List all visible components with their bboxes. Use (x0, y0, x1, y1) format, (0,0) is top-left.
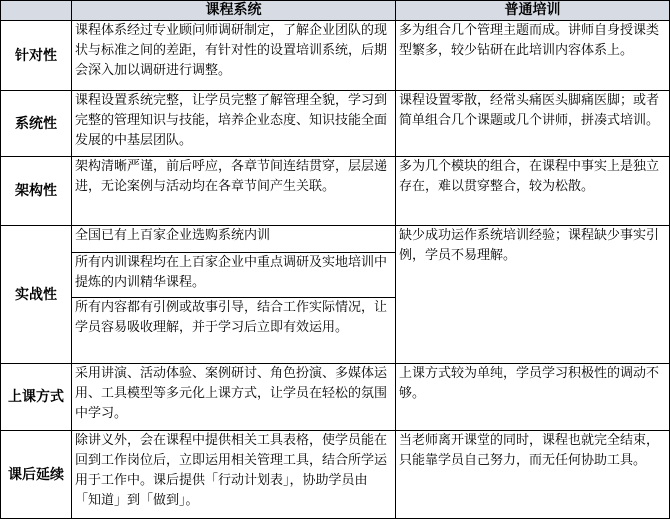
ordinary-training-cell: 缺少成功运作系统培训经验；课程缺少事实引例，学员不易理解。 (396, 226, 670, 364)
ordinary-training-cell: 上课方式较为单纯，学员学习积极性的调动不够。 (396, 364, 670, 431)
course-system-cell: 除讲义外，会在课程中提供相关工具表格，使学员能在回到工作岗位后，立即运用相关管理工具，结合所学运用于工作中。课后提供「行动计划表」，协助学员由「知道」到「做到」。 (72, 431, 396, 519)
row-label: 针对性 (1, 21, 72, 91)
header-ordinary-training: 普通培训 (396, 1, 670, 21)
course-system-cell: 所有内容都有引例或故事引导，结合工作实际情况，让学员容易吸收理解，并于学习后立即有效运用。 (72, 298, 396, 364)
ordinary-training-cell: 多为几个模块的组合，在课程中事实上是独立存在，难以贯穿整合，较为松散。 (396, 157, 670, 226)
course-system-cell: 架构清晰严谨，前后呼应，各章节间连结贯穿，层层递进，无论案例与活动均在各章节间产生关联。 (72, 157, 396, 226)
course-system-cell: 采用讲演、活动体验、案例研讨、角色扮演、多媒体运用、工具模型等多元化上课方式，让学员在轻松的氛围中学习。 (72, 364, 396, 431)
course-system-cell: 所有内训课程均在上百家企业中重点调研及实地培训中提炼的内训精华课程。 (72, 253, 396, 298)
row-follow-up (1, 431, 670, 519)
row-pertinence (1, 21, 670, 91)
row-architecture (1, 157, 670, 226)
course-system-cell: 课程设置系统完整，让学员完整了解管理全貌，学习到完整的管理知识与技能，培养企业态度、知识技能全面发展的中基层团队。 (72, 91, 396, 157)
row-label: 架构性 (1, 157, 72, 226)
row-teaching-method (1, 364, 670, 431)
row-label: 系统性 (1, 91, 72, 157)
header-corner (1, 1, 72, 21)
header-row (1, 1, 670, 21)
ordinary-training-cell: 多为组合几个管理主题而成。讲师自身授课类型繁多，较少钻研在此培训内容体系上。 (396, 21, 670, 91)
header-course-system: 课程系统 (72, 1, 396, 21)
row-label: 课后延续 (1, 431, 72, 519)
row-practicality (1, 226, 670, 253)
row-systematic (1, 91, 670, 157)
ordinary-training-cell: 课程设置零散，经常头痛医头脚痛医脚；或者简单组合几个课题或几个讲师，拼凑式培训。 (396, 91, 670, 157)
row-label: 实战性 (1, 226, 72, 364)
course-system-cell: 全国已有上百家企业选购系统内训 (72, 226, 396, 253)
course-system-cell: 课程体系经过专业顾问师调研制定，了解企业团队的现状与标准之间的差距，有针对性的设置培训系统，后期会深入加以调研进行调整。 (72, 21, 396, 91)
row-label: 上课方式 (1, 364, 72, 431)
ordinary-training-cell: 当老师离开课堂的同时，课程也就完全结束，只能靠学员自己努力，而无任何协助工具。 (396, 431, 670, 519)
